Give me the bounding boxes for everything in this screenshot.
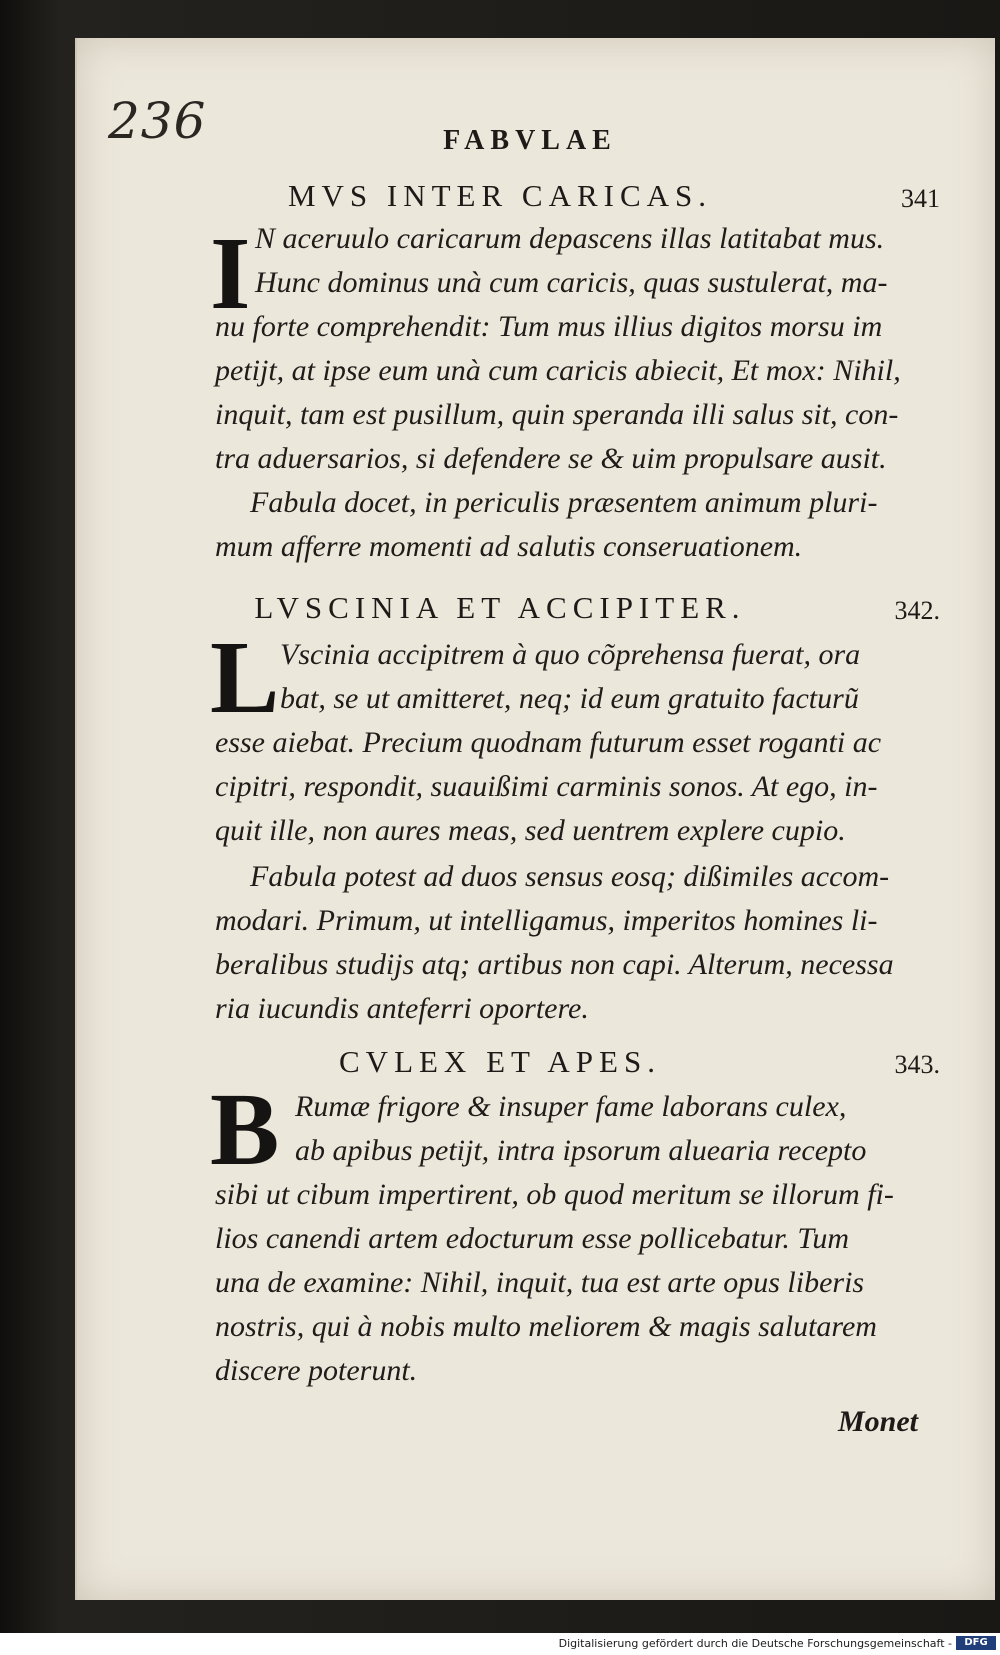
text-line: nostris, qui à nobis multo meliorem & magis salutarem: [215, 1310, 877, 1343]
text-line: petijt, at ipse eum unà cum caricis abiecit, Et mox: Nihil,: [215, 354, 901, 387]
text-line: lios canendi artem edocturum esse pollicebatur. Tum: [215, 1222, 850, 1255]
text-line: ab apibus petijt, intra ipsorum aluearia recepto: [295, 1134, 867, 1167]
fable-number: 342.: [894, 596, 940, 625]
text-line: esse aiebat. Precium quodnam futurum esset roganti ac: [215, 726, 882, 759]
text-line: inquit, tam est pusillum, quin speranda illi salus sit, con-: [215, 398, 899, 431]
fable-title: MVS INTER CARICAS.: [287, 178, 713, 213]
fable-number: 343.: [894, 1050, 940, 1079]
text-line: N aceruulo caricarum depascens illas latitabat mus.: [255, 222, 885, 255]
moral-line: modari. Primum, ut intelligamus, imperitos homines li-: [215, 904, 878, 937]
drop-cap: L: [210, 620, 280, 735]
drop-cap: I: [210, 216, 251, 331]
moral-line: mum afferre momenti ad salutis conseruationem.: [215, 530, 803, 563]
text-line: sibi ut cibum impertirent, ob quod meritum se illorum fi-: [215, 1178, 894, 1211]
text-line: quit ille, non aures meas, sed uentrem explere cupio.: [215, 814, 846, 847]
text-line: una de examine: Nihil, inquit, tua est arte opus liberis: [215, 1266, 865, 1299]
catchword: Monet: [838, 1405, 919, 1438]
text-line: cipitri, respondit, suauißimi carminis sonos. At ego, in-: [215, 770, 878, 803]
text-line: nu forte comprehendit: Tum mus illius digitos morsu im: [215, 310, 883, 343]
text-line: bat, se ut amitteret, neq; id eum gratuito facturũ: [280, 682, 859, 715]
moral-line: ria iucundis anteferri oportere.: [215, 992, 589, 1025]
text-line: Hunc dominus unà cum caricis, quas sustulerat, ma-: [255, 266, 888, 299]
dfg-logo: DFG: [956, 1636, 996, 1650]
moral-line: Fabula docet, in periculis præsentem animum pluri-: [250, 486, 878, 519]
running-head: FABVLAE: [443, 125, 617, 156]
fable-title: LVSCINIA ET ACCIPITER.: [254, 590, 746, 625]
text-line: Vscinia accipitrem à quo cõprehensa fuerat, ora: [280, 638, 861, 671]
page-number: 236: [108, 92, 207, 150]
text-line: tra aduersarios, si defendere se & uim propulsare ausit.: [215, 442, 887, 475]
text-line: discere poterunt.: [215, 1354, 418, 1387]
fable-title: CVLEX ET APES.: [339, 1044, 661, 1079]
text-line: Rumæ frigore & insuper fame laborans culex,: [295, 1090, 847, 1123]
moral-line: beralibus studijs atq; artibus non capi. Alterum, necessa: [215, 948, 894, 981]
drop-cap: B: [210, 1072, 280, 1187]
digitization-credit: Digitalisierung gefördert durch die Deutsche Forschungsgemeinschaft -: [558, 1637, 952, 1650]
moral-line: Fabula potest ad duos sensus eosq; dißimiles accom-: [250, 860, 890, 893]
fable-number: 341: [901, 184, 940, 213]
